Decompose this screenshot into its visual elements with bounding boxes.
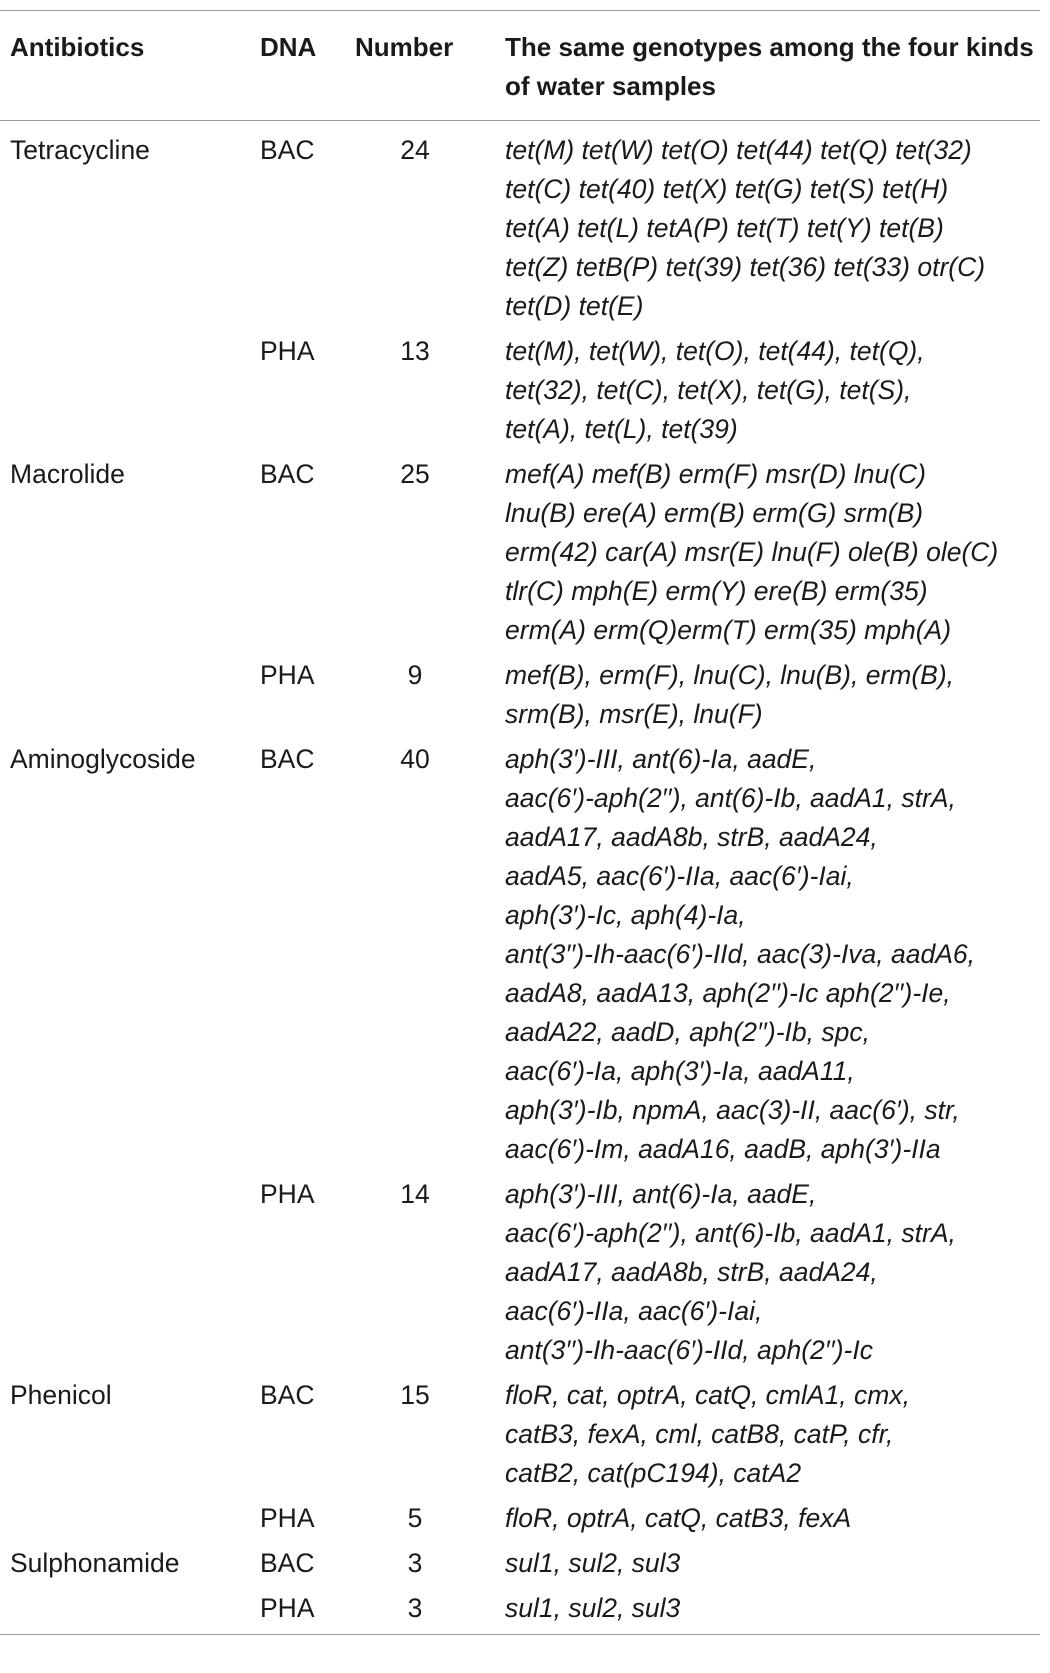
number-cell: 9 <box>407 660 423 690</box>
number-cell: 25 <box>400 459 430 489</box>
dna-cell: BAC <box>260 1380 315 1410</box>
genotype-line: tlr(C) mph(E) erm(Y) ere(B) erm(35) <box>505 576 928 606</box>
genotype-line: sul1, sul2, sul3 <box>505 1548 681 1578</box>
number-cell: 15 <box>400 1380 430 1410</box>
dna-cell: PHA <box>260 1593 315 1623</box>
genotype-line: srm(B), msr(E), lnu(F) <box>505 699 763 729</box>
number-cell: 5 <box>407 1503 423 1533</box>
antibiotic-cell: Sulphonamide <box>10 1548 180 1578</box>
antibiotic-cell: Macrolide <box>10 459 125 489</box>
header-dna: DNA <box>260 32 317 62</box>
table-row <box>0 1538 1040 1583</box>
number-cell: 3 <box>407 1593 423 1623</box>
genotype-line: tet(D) tet(E) <box>505 291 644 321</box>
genotypes-cell <box>475 131 1040 326</box>
genotype-line: aac(6′)-Ia, aph(3′)-Ia, aadA11, <box>505 1056 855 1086</box>
genotype-table <box>0 10 1040 1635</box>
table-row <box>0 1583 1040 1634</box>
genotype-line: tet(M), tet(W), tet(O), tet(44), tet(Q), <box>505 336 925 366</box>
genotypes-cell <box>475 332 1040 449</box>
dna-cell: BAC <box>260 1548 315 1578</box>
number-cell: 24 <box>400 135 430 165</box>
number-cell: 40 <box>400 744 430 774</box>
genotype-line: aph(3′)-Ic, aph(4)-Ia, <box>505 900 746 930</box>
genotypes-cell <box>475 1499 1040 1538</box>
genotype-line: ant(3′′)-Ih-aac(6′)-IId, aac(3)-Iva, aadA6, <box>505 939 976 969</box>
genotype-line: aac(6′)-IIa, aac(6′)-Iai, <box>505 1296 763 1326</box>
dna-cell: PHA <box>260 336 315 366</box>
number-cell: 3 <box>407 1548 423 1578</box>
genotypes-cell <box>475 1589 1040 1628</box>
header-genotypes: The same genotypes among the four kinds of water samples <box>505 32 1034 101</box>
table-row <box>0 326 1040 449</box>
genotypes-cell <box>475 740 1040 1169</box>
dna-cell: PHA <box>260 1503 315 1533</box>
genotype-line: aadA17, aadA8b, strB, aadA24, <box>505 1257 878 1287</box>
genotypes-cell <box>475 1376 1040 1493</box>
dna-cell: PHA <box>260 660 315 690</box>
antibiotic-cell <box>0 332 260 449</box>
genotypes-cell <box>475 1175 1040 1370</box>
genotypes-cell <box>475 455 1040 650</box>
antibiotic-cell: Aminoglycoside <box>10 744 196 774</box>
table-row <box>0 1370 1040 1493</box>
genotype-line: tet(32), tet(C), tet(X), tet(G), tet(S), <box>505 375 912 405</box>
genotype-line: catB3, fexA, cml, catB8, catP, cfr, <box>505 1419 894 1449</box>
genotype-line: ant(3′′)-Ih-aac(6′)-IId, aph(2′′)-Ic <box>505 1335 873 1365</box>
genotype-line: aph(3′)-Ib, npmA, aac(3)-II, aac(6′), str, <box>505 1095 960 1125</box>
genotype-line: floR, optrA, catQ, catB3, fexA <box>505 1503 852 1533</box>
table-row <box>0 1169 1040 1370</box>
genotype-line: erm(42) car(A) msr(E) lnu(F) ole(B) ole(C) <box>505 537 999 567</box>
genotype-line: tet(C) tet(40) tet(X) tet(G) tet(S) tet(H) <box>505 174 949 204</box>
genotype-line: tet(A), tet(L), tet(39) <box>505 414 738 444</box>
antibiotic-cell: Tetracycline <box>10 135 150 165</box>
header-number: Number <box>355 32 454 62</box>
genotype-line: aadA5, aac(6′)-IIa, aac(6′)-Iai, <box>505 861 854 891</box>
genotype-line: mef(B), erm(F), lnu(C), lnu(B), erm(B), <box>505 660 955 690</box>
genotype-line: aadA17, aadA8b, strB, aadA24, <box>505 822 878 852</box>
genotype-line: lnu(B) ere(A) erm(B) erm(G) srm(B) <box>505 498 924 528</box>
dna-cell: BAC <box>260 135 315 165</box>
genotypes-cell <box>475 656 1040 734</box>
number-cell: 14 <box>400 1179 430 1209</box>
table-row <box>0 1493 1040 1538</box>
antibiotic-cell <box>0 1589 260 1628</box>
genotype-line: aac(6′)-Im, aadA16, aadB, aph(3′)-IIa <box>505 1134 941 1164</box>
genotype-line: aadA8, aadA13, aph(2′′)-Ic aph(2′′)-Ie, <box>505 978 951 1008</box>
genotype-line: erm(A) erm(Q)erm(T) erm(35) mph(A) <box>505 615 952 645</box>
table-header-row <box>0 11 1040 121</box>
number-cell: 13 <box>400 336 430 366</box>
header-antibiotics: Antibiotics <box>10 32 145 62</box>
genotype-line: aph(3′)-III, ant(6)-Ia, aadE, <box>505 744 817 774</box>
table-row <box>0 449 1040 650</box>
table-body <box>0 121 1040 1634</box>
genotype-line: sul1, sul2, sul3 <box>505 1593 681 1623</box>
antibiotic-cell <box>0 1175 260 1370</box>
genotype-line: mef(A) mef(B) erm(F) msr(D) lnu(C) <box>505 459 927 489</box>
genotypes-cell <box>475 1544 1040 1583</box>
table-row <box>0 734 1040 1169</box>
dna-cell: BAC <box>260 459 315 489</box>
table-row <box>0 121 1040 326</box>
dna-cell: BAC <box>260 744 315 774</box>
genotype-line: tet(Z) tetB(P) tet(39) tet(36) tet(33) otr(C) <box>505 252 986 282</box>
table-row <box>0 650 1040 734</box>
genotype-line: aac(6′)-aph(2′′), ant(6)-Ib, aadA1, strA, <box>505 1218 956 1248</box>
genotype-line: aph(3′)-III, ant(6)-Ia, aadE, <box>505 1179 817 1209</box>
genotype-line: tet(A) tet(L) tetA(P) tet(T) tet(Y) tet(B) <box>505 213 944 243</box>
antibiotic-cell <box>0 656 260 734</box>
dna-cell: PHA <box>260 1179 315 1209</box>
genotype-line: floR, cat, optrA, catQ, cmlA1, cmx, <box>505 1380 910 1410</box>
antibiotic-cell: Phenicol <box>10 1380 112 1410</box>
genotype-line: aadA22, aadD, aph(2′′)-Ib, spc, <box>505 1017 870 1047</box>
genotype-line: tet(M) tet(W) tet(O) tet(44) tet(Q) tet(32) <box>505 135 972 165</box>
genotype-line: aac(6′)-aph(2′′), ant(6)-Ib, aadA1, strA, <box>505 783 956 813</box>
antibiotic-cell <box>0 1499 260 1538</box>
genotype-line: catB2, cat(pC194), catA2 <box>505 1458 802 1488</box>
